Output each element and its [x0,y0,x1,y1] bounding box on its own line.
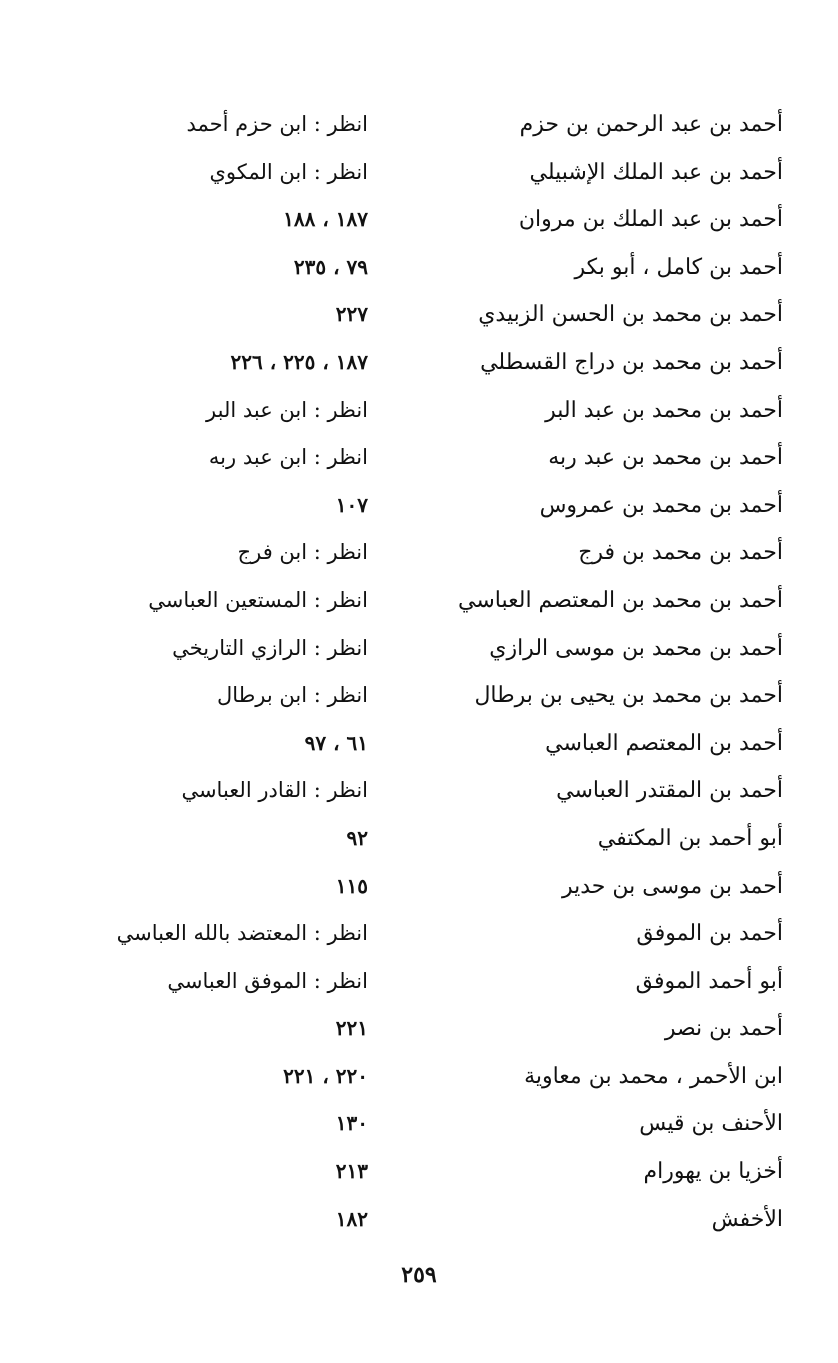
entry-name: ابن الأحمر ، محمد بن معاوية [524,1063,783,1089]
entry-cross-reference: انظر : ابن المكوي [209,159,368,184]
entry-name: أحمد بن محمد بن فرج [578,540,783,566]
entry-page-refs: ١٠٧ [335,492,368,517]
index-entry [0,434,838,482]
index-entry [0,196,838,244]
entry-page-refs: ١٨٧ ، ٢٢٥ ، ٢٢٦ [230,349,368,374]
index-entry [0,101,838,149]
entry-cross-reference: انظر : ابن حزم أحمد [186,112,368,136]
entry-cross-reference: انظر : المعتضد بالله العباسي [116,921,368,946]
entry-name: أحمد بن محمد بن موسى الرازي [489,635,783,661]
entry-page-refs: ١٨٢ [335,1206,368,1231]
entry-name: أحمد بن محمد بن الحسن الزبيدي [478,302,783,328]
entry-name: أحمد بن الموفق [636,921,783,947]
index-entry [0,1196,838,1244]
index-entry [0,958,838,1006]
entry-page-refs: ١٨٧ ، ١٨٨ [283,207,368,232]
entry-name: الأحنف بن قيس [639,1111,783,1137]
index-entry [0,1005,838,1053]
entry-cross-reference: انظر : المستعين العباسي [148,587,368,612]
index-entry [0,1148,838,1196]
entry-page-refs: ١٣٠ [335,1111,368,1136]
entry-cross-reference: انظر : الموفق العباسي [167,968,368,993]
index-entry [0,387,838,435]
entry-name: الأخفش [711,1206,783,1232]
entry-cross-reference: انظر : ابن برطال [216,683,368,708]
entry-name: أبو أحمد بن المكتفي [597,825,783,851]
entry-name: أحمد بن المقتدر العباسي [556,778,783,804]
entry-name: أحمد بن موسى بن حدير [561,873,783,899]
entry-cross-reference: انظر : ابن عبد ربه [208,445,368,470]
entry-name: أحمد بن المعتصم العباسي [545,730,783,756]
index-entry [0,149,838,197]
page-number: ٢٥٩ [401,1262,437,1288]
entry-page-refs: ١١٥ [335,873,368,898]
index-entry [0,910,838,958]
index-entry [0,720,838,768]
entry-name: أبو أحمد الموفق [635,968,783,994]
index-entry [0,244,838,292]
entry-name: أخزيا بن يهورام [643,1159,783,1185]
entry-page-refs: ٢٢٠ ، ٢٢١ [283,1063,368,1088]
index-entry [0,672,838,720]
index-entry [0,529,838,577]
entry-page-refs: ٩٢ [346,825,368,850]
entry-name: أحمد بن عبد الملك الإشبيلي [529,159,783,185]
entry-name: أحمد بن محمد بن عبد ربه [548,445,783,471]
entry-name: أحمد بن محمد بن عبد البر [545,397,783,423]
entry-page-refs: ٦١ ، ٩٧ [304,730,368,755]
entry-page-refs: ٢١٣ [335,1159,368,1184]
entry-cross-reference: انظر : الرازي التاريخي [172,635,368,660]
index-entry [0,767,838,815]
index-entry [0,1053,838,1101]
entry-page-refs: ٧٩ ، ٢٣٥ [293,254,368,279]
entry-page-refs: ٢٢٧ [335,302,368,327]
entry-name: أحمد بن نصر [664,1016,783,1042]
entry-name: أحمد بن عبد الملك بن مروان [518,207,783,233]
index-entry [0,339,838,387]
entry-cross-reference: انظر : ابن عبد البر [206,397,368,422]
index-entry [0,482,838,530]
entry-cross-reference: انظر : ابن فرج [237,540,368,565]
entry-name: أحمد بن محمد بن دراج القسطلي [480,349,783,375]
index-entry [0,625,838,673]
index-entry [0,1100,838,1148]
entry-page-refs: ٢٢١ [335,1016,368,1041]
index-entry [0,815,838,863]
index-list [0,101,838,1243]
entry-cross-reference: انظر : القادر العباسي [181,778,368,803]
index-entry [0,577,838,625]
index-entry [0,863,838,911]
entry-name: أحمد بن محمد بن يحيى بن برطال [474,683,783,709]
index-entry [0,291,838,339]
entry-name: أحمد بن محمد بن المعتصم العباسي [458,587,783,613]
entry-name: أحمد بن محمد بن عمروس [539,492,783,518]
entry-name: أحمد بن كامل ، أبو بكر [574,254,783,280]
entry-name: أحمد بن عبد الرحمن بن حزم [519,112,783,137]
